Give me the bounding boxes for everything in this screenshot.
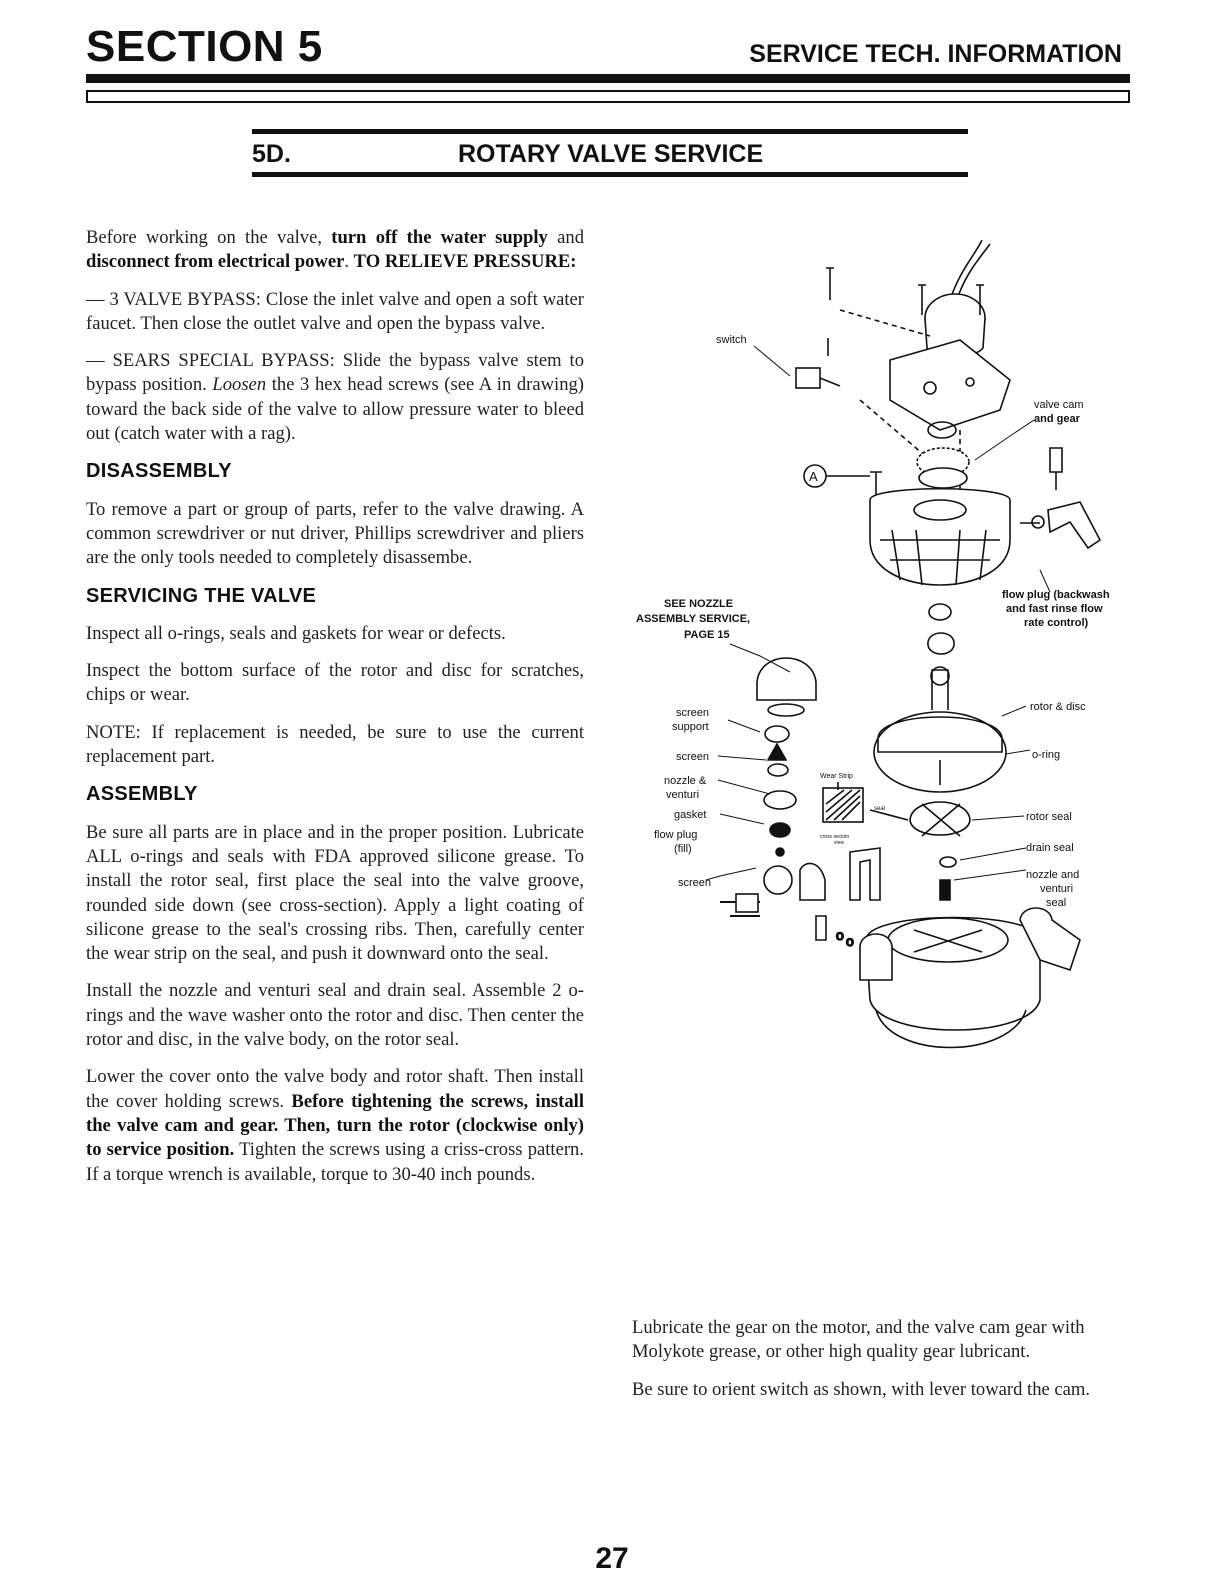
label-flow-plug-2: and fast rinse flow xyxy=(1006,603,1103,615)
intro-bold-1: turn off the water supply xyxy=(331,227,548,248)
flow-plug-fill-icon xyxy=(770,823,790,837)
header-title: SERVICE TECH. INFORMATION xyxy=(749,40,1122,68)
intro-paragraph xyxy=(86,226,584,275)
drain-seal-icon xyxy=(940,857,956,867)
label-cross-section-1: cross section xyxy=(820,834,850,840)
disassembly-heading: DISASSEMBLY xyxy=(86,460,232,483)
intro-bold-3: TO RELIEVE PRESSURE: xyxy=(353,251,577,273)
label-see-nozzle-2: ASSEMBLY SERVICE, xyxy=(636,613,751,625)
label-seal-small: seal xyxy=(874,806,886,812)
subheading-title: ROTARY VALVE SERVICE xyxy=(458,140,764,168)
intro-bold-2: disconnect from electrical power xyxy=(86,251,345,273)
assembly-p3-end: Tighten the screws using a criss-cross pattern. If a torque wrench is available, torque to 30-40 inch pounds. xyxy=(86,1139,584,1185)
label-screen-support-2: support xyxy=(672,721,709,733)
intro-text-1: Before working on the valve, xyxy=(86,227,332,248)
switch-orient-paragraph: Be sure to orient switch as shown, with lever toward the cam. xyxy=(632,1378,1091,1400)
subheading-number: 5D. xyxy=(252,140,291,168)
servicing-paragraph-1: Inspect all o-rings, seals and gaskets for wear or defects. xyxy=(86,622,506,644)
valve-cover xyxy=(870,489,1010,585)
label-marker-a: A xyxy=(809,469,818,484)
subheading-rule-top xyxy=(252,129,968,134)
label-gasket: gasket xyxy=(674,809,707,821)
assembly-p3-text: Lower the cover onto the valve body and rotor shaft. Then install the cover holding screws. xyxy=(86,1066,584,1112)
servicing-note: NOTE: If replacement is needed, be sure to use the current replacement part. xyxy=(86,721,584,768)
inlet-port-icon xyxy=(860,934,892,980)
nozzle-venturi-icon xyxy=(768,764,788,776)
label-screen-support-1: screen xyxy=(676,707,710,719)
assembly-paragraph-3 xyxy=(86,1065,584,1186)
intro-text-2: and xyxy=(547,227,585,248)
nozzle-venturi-seal-icon xyxy=(940,880,950,900)
sears-text-2: the 3 hex head screws (see A in drawing) toward the back side of the valve to allow pressure water to bleed out (catch water with a rag). xyxy=(86,374,584,445)
label-cross-section-2: view xyxy=(834,840,845,846)
label-wear-strip: Wear Strip xyxy=(820,773,853,780)
screw-icon xyxy=(826,268,834,300)
label-nozzle-seal-1: nozzle and xyxy=(1026,869,1080,881)
screen-icon xyxy=(768,744,786,760)
servicing-heading: SERVICING THE VALVE xyxy=(86,584,317,607)
bypass-clip-icon xyxy=(850,848,880,900)
sears-text-1: — SEARS SPECIAL BYPASS: Slide the bypass valve stem to bypass position. xyxy=(86,350,584,396)
screw-icon xyxy=(918,285,926,315)
wave-washer-icon xyxy=(928,633,954,654)
disassembly-paragraph: To remove a part or group of parts, refer to the valve drawing. A common screwdriver or nut driver, Phillips screwdriver and pliers are the only tools needed to completely disassembe. xyxy=(86,498,584,569)
assembly-paragraph-2: Install the nozzle and venturi seal and drain seal. Assemble 2 o-rings and the wave washer onto the rotor and disc. Then center the rotor and disc, in the valve body, on the rotor seal. xyxy=(86,980,584,1051)
label-switch: switch xyxy=(716,334,747,346)
sears-italic: Loosen xyxy=(212,374,267,396)
subheading-rule-bottom xyxy=(252,172,968,177)
label-see-nozzle-3: PAGE 15 xyxy=(684,629,730,641)
assembly-paragraph-1: Be sure all parts are in place and in the proper position. Lubricate ALL o-rings and seals with FDA approved silicone grease. To install the rotor seal, first place the seal into the valve groove, rounded side down (see cross-section). Apply a light coating of silicone grease to the seal's crossing ribs. Then, carefully center the wear strip on the seal, and push it downward onto the seal. xyxy=(86,821,584,965)
elbow-fitting-icon xyxy=(1048,502,1100,548)
svg-text:o: o xyxy=(836,927,844,943)
flow-plug-icon xyxy=(1050,448,1062,472)
label-flow-plug-3: rate control) xyxy=(1024,617,1089,629)
label-nozzle-seal-3: seal xyxy=(1046,897,1067,909)
right-column xyxy=(632,1316,1130,1415)
screen-support-icon xyxy=(765,726,789,742)
label-rotor-disc: rotor & disc xyxy=(1030,701,1086,713)
motor-wires xyxy=(950,240,990,302)
left-column xyxy=(86,226,584,1200)
label-nozzle-venturi-2: venturi xyxy=(666,789,700,801)
small-ball-icon xyxy=(776,848,784,856)
label-see-nozzle-1: SEE NOZZLE xyxy=(664,598,734,610)
bypass-3-paragraph: — 3 VALVE BYPASS: Close the inlet valve and open a soft water faucet. Then close the outlet valve and open the bypass valve. xyxy=(86,288,584,334)
label-flow-plug-fill-2: (fill) xyxy=(674,843,692,855)
label-o-ring: o-ring xyxy=(1032,749,1061,761)
rotary-valve-exploded-diagram xyxy=(630,240,1130,1070)
assembly-p3-bold: Before tightening the screws, install the valve cam and gear. Then, turn the rotor (clockwise only) to service position. xyxy=(86,1090,584,1161)
switch-icon xyxy=(796,368,820,388)
screen-lower-icon xyxy=(764,866,792,894)
label-flow-plug-fill-1: flow plug xyxy=(654,829,698,841)
label-flow-plug-1: flow plug (backwash xyxy=(1002,589,1110,601)
page-number: 27 xyxy=(595,1542,629,1575)
label-screen-lower: screen xyxy=(678,877,712,889)
header-rule-outline xyxy=(86,90,1130,103)
label-valve-cam-2: and gear xyxy=(1034,413,1080,425)
label-nozzle-seal-2: venturi xyxy=(1040,883,1074,895)
label-valve-cam-1: valve cam xyxy=(1034,399,1084,411)
label-drain-seal: drain seal xyxy=(1026,842,1074,854)
motor-plate xyxy=(890,340,1010,430)
svg-text:o: o xyxy=(846,933,854,949)
servicing-paragraph-2: Inspect the bottom surface of the rotor and disc for scratches, chips or wear. xyxy=(86,660,584,706)
sears-bypass-paragraph xyxy=(86,349,584,446)
nozzle-cap-icon xyxy=(757,658,816,700)
lubricate-paragraph: Lubricate the gear on the motor, and the valve cam gear with Molykote grease, or other high quality gear lubricant. xyxy=(632,1317,1085,1363)
o-ring-icon xyxy=(929,604,951,620)
label-rotor-seal: rotor seal xyxy=(1026,811,1072,823)
section-title: SECTION 5 xyxy=(86,22,323,71)
label-nozzle-venturi-1: nozzle & xyxy=(664,775,707,787)
label-screen: screen xyxy=(676,751,710,763)
header-rule xyxy=(86,74,1130,83)
intro-text-3: . xyxy=(344,251,354,273)
assembly-heading: ASSEMBLY xyxy=(86,783,198,806)
